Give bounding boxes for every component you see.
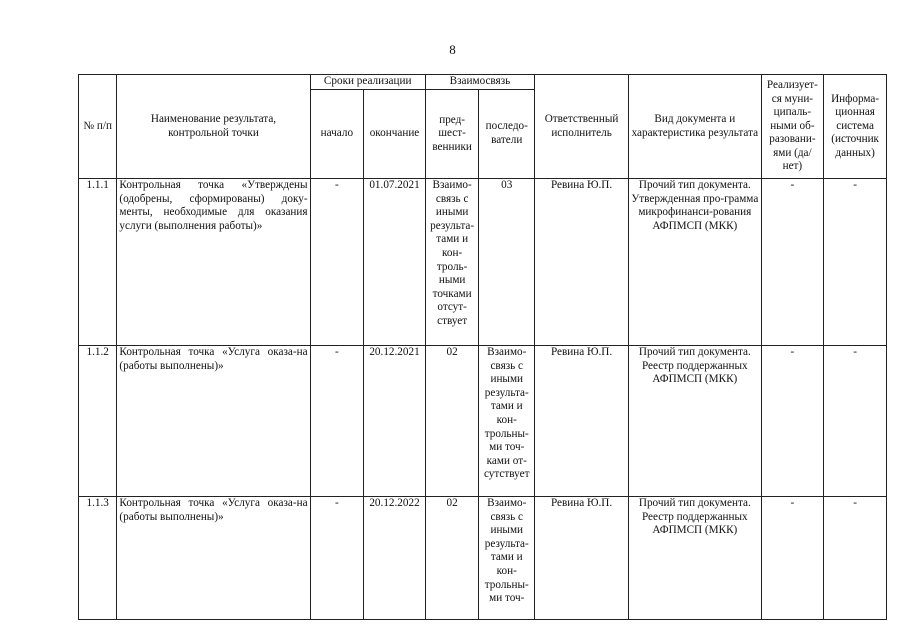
row-num: 1.1.2 bbox=[79, 346, 117, 497]
header-doc-type: Вид документа и характеристика результата bbox=[629, 75, 761, 179]
row-end: 20.12.2022 bbox=[364, 497, 426, 620]
header-link: Взаимосвязь bbox=[425, 75, 534, 90]
header-end: окончание bbox=[364, 90, 426, 179]
header-name: Наименование результата, контрольной точки bbox=[117, 75, 310, 179]
row-num: 1.1.3 bbox=[79, 497, 117, 620]
row-municipal: - bbox=[761, 179, 824, 346]
row-end: 01.07.2021 bbox=[364, 179, 426, 346]
results-table bbox=[78, 74, 887, 620]
row-start: - bbox=[310, 346, 364, 497]
page-number: 8 bbox=[449, 42, 456, 57]
row-doc: Прочий тип документа. Реестр поддержанных АФПМСП (МКК) bbox=[629, 346, 761, 497]
row-doc: Прочий тип документа. Утвержденная про-грамма микрофинанси-рования АФПМСП (МКК) bbox=[629, 179, 761, 346]
row-succ: Взаимо-связь с иными результа-тами и кон-трольны-ми точ-ками от-сутствует bbox=[479, 346, 535, 497]
row-pred: 02 bbox=[425, 346, 479, 497]
table-row bbox=[79, 346, 887, 497]
row-pred: 02 bbox=[425, 497, 479, 620]
header-succ: последо-ватели bbox=[479, 90, 535, 179]
row-responsible: Ревина Ю.П. bbox=[535, 179, 629, 346]
header-num: № п/п bbox=[79, 75, 117, 179]
row-name: Контрольная точка «Услуга оказа-на (работы выполнены)» bbox=[117, 346, 310, 497]
row-end: 20.12.2021 bbox=[364, 346, 426, 497]
row-info: - bbox=[824, 179, 887, 346]
row-pred: Взаимо-связь с иными результа-тами и кон-троль-ными точками отсут-ствует bbox=[425, 179, 479, 346]
table-header bbox=[79, 75, 887, 179]
header-info-system: Информа-ционная система (источник данных) bbox=[824, 75, 887, 179]
row-responsible: Ревина Ю.П. bbox=[535, 346, 629, 497]
table-row bbox=[79, 179, 887, 346]
row-info: - bbox=[824, 497, 887, 620]
row-doc: Прочий тип документа. Реестр поддержанных АФПМСП (МКК) bbox=[629, 497, 761, 620]
header-start: начало bbox=[310, 90, 364, 179]
row-municipal: - bbox=[761, 346, 824, 497]
header-municipal: Реализует-ся муни-ципаль-ными об-разовани-ями (да/нет) bbox=[761, 75, 824, 179]
row-name: Контрольная точка «Услуга оказа-на (работы выполнены)» bbox=[117, 497, 310, 620]
header-terms: Сроки реализации bbox=[310, 75, 425, 90]
row-municipal: - bbox=[761, 497, 824, 620]
row-info: - bbox=[824, 346, 887, 497]
header-responsible: Ответственный исполнитель bbox=[535, 75, 629, 179]
row-start: - bbox=[310, 497, 364, 620]
row-name: Контрольная точка «Утверждены (одобрены, сформированы) доку-менты, необходимые для оказания услуги (выполнения работы)» bbox=[117, 179, 310, 346]
header-pred: пред-шест-венники bbox=[425, 90, 479, 179]
row-num: 1.1.1 bbox=[79, 179, 117, 346]
table-row bbox=[79, 497, 887, 620]
row-succ: 03 bbox=[479, 179, 535, 346]
row-start: - bbox=[310, 179, 364, 346]
row-succ: Взаимо-связь с иными результа-тами и кон-трольны-ми точ- bbox=[479, 497, 535, 620]
row-responsible: Ревина Ю.П. bbox=[535, 497, 629, 620]
